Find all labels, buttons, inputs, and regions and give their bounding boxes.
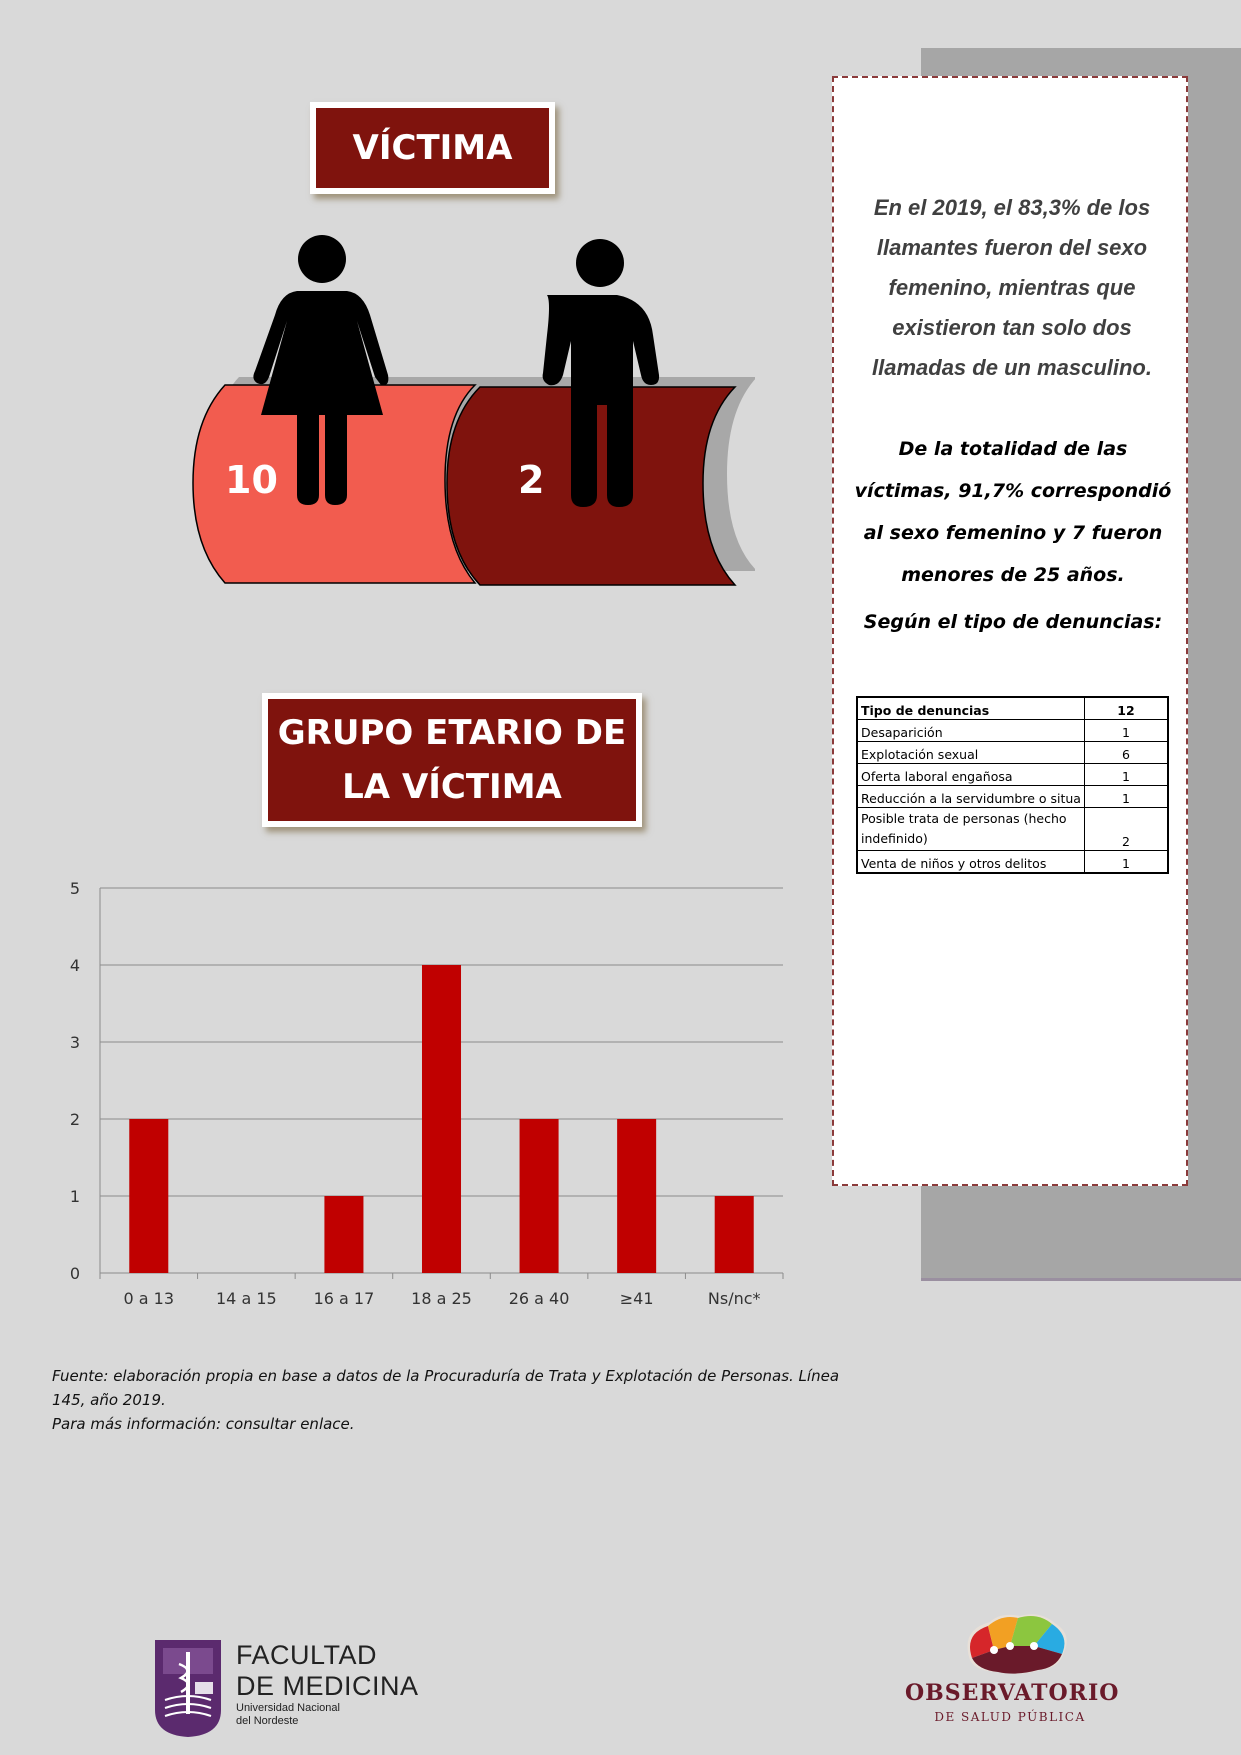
table-header-value: 12 (1084, 697, 1168, 720)
table-cell-value: 1 (1084, 764, 1168, 786)
table-row (857, 851, 1168, 874)
table-cell-label: Venta de niños y otros delitos (857, 851, 1084, 874)
victim-title: VÍCTIMA (316, 108, 549, 188)
victims-graphic (185, 225, 755, 595)
side-panel (832, 76, 1188, 1186)
x-tick-label: 16 a 17 (313, 1289, 375, 1308)
faculty-logo-icon (155, 1640, 221, 1737)
complaints-table (856, 696, 1169, 874)
victim-title-box (310, 102, 555, 194)
y-tick-label: 5 (69, 879, 80, 898)
table-cell-value: 1 (1084, 851, 1168, 874)
y-tick-label: 2 (69, 1110, 80, 1129)
table-cell-label: Desaparición (857, 720, 1084, 742)
side-paragraph-complaints-intro: Según el tipo de denuncias: (863, 611, 1163, 633)
age-group-title-line2: LA VÍCTIMA (342, 767, 562, 807)
source-note (52, 1364, 862, 1436)
x-tick-label: 26 a 40 (508, 1289, 570, 1308)
age-group-title-line1: GRUPO ETARIO DE (277, 713, 627, 753)
table-cell-label: Explotación sexual (857, 742, 1084, 764)
side-paragraph-victims: De la totalidad de las víctimas, 91,7% correspondió al sexo femenino y 7 fueron menores de 25 años. (854, 438, 1172, 586)
x-tick-label: 0 a 13 (123, 1289, 175, 1308)
table-row (857, 786, 1168, 808)
table-cell-label: Oferta laboral engañosa (857, 764, 1084, 786)
bar (520, 1119, 559, 1273)
bar (129, 1119, 168, 1273)
table-row (857, 720, 1168, 742)
bar (324, 1196, 363, 1273)
bar (715, 1196, 754, 1273)
x-tick-label: 18 a 25 (411, 1289, 472, 1308)
table-cell-value: 1 (1084, 786, 1168, 808)
y-tick-label: 3 (69, 1033, 80, 1052)
table-header-label: Tipo de denuncias (857, 697, 1084, 720)
table-row (857, 742, 1168, 764)
source-line-1: Fuente: elaboración propia en base a datos de la Procuraduría de Trata y Explotación de Personas. Línea (52, 1367, 840, 1385)
faculty-university (236, 1702, 376, 1728)
faculty-university-line1: Universidad Nacional (236, 1702, 340, 1714)
age-group-bar-chart (40, 870, 800, 1320)
faculty-name-line1: FACULTAD (236, 1640, 378, 1670)
table-cell-label: Posible trata de personas (hecho indefinido) (857, 808, 1084, 851)
x-tick-label: 14 a 15 (216, 1289, 277, 1308)
table-row (857, 764, 1168, 786)
table-cell-value: 6 (1084, 742, 1168, 764)
table-cell-value: 2 (1084, 808, 1168, 851)
x-tick-label: ≥41 (619, 1289, 654, 1308)
x-tick-label: Ns/nc* (707, 1289, 761, 1308)
male-count: 2 (518, 458, 545, 502)
table-row (857, 808, 1168, 851)
observatory-logo-icon (960, 1610, 1072, 1678)
faculty-university-line2: del Nordeste (236, 1715, 299, 1727)
side-paragraph-callers: En el 2019, el 83,3% de los llamantes fueron del sexo femenino, mientras que existieron tan solo dos llamadas de un masculino. (872, 195, 1152, 380)
more-info-line: Para más información: consultar enlace. (52, 1415, 355, 1433)
table-cell-label: Reducción a la servidumbre o situa (857, 786, 1084, 808)
y-tick-label: 4 (69, 956, 80, 975)
bar (617, 1119, 656, 1273)
faculty-name-line2: DE MEDICINA (236, 1671, 419, 1701)
table-header-row (857, 697, 1168, 720)
table-cell-value: 1 (1084, 720, 1168, 742)
y-tick-label: 1 (69, 1187, 80, 1206)
age-group-title-box (262, 693, 642, 827)
bar (422, 965, 461, 1273)
observatory-name-line1: OBSERVATORIO (905, 1680, 1120, 1706)
y-tick-label: 0 (69, 1264, 80, 1283)
source-line-2: 145, año 2019. (52, 1391, 166, 1409)
age-group-title (268, 699, 636, 821)
observatory-name-line2: DE SALUD PÚBLICA (934, 1710, 1086, 1724)
female-count: 10 (225, 458, 278, 502)
